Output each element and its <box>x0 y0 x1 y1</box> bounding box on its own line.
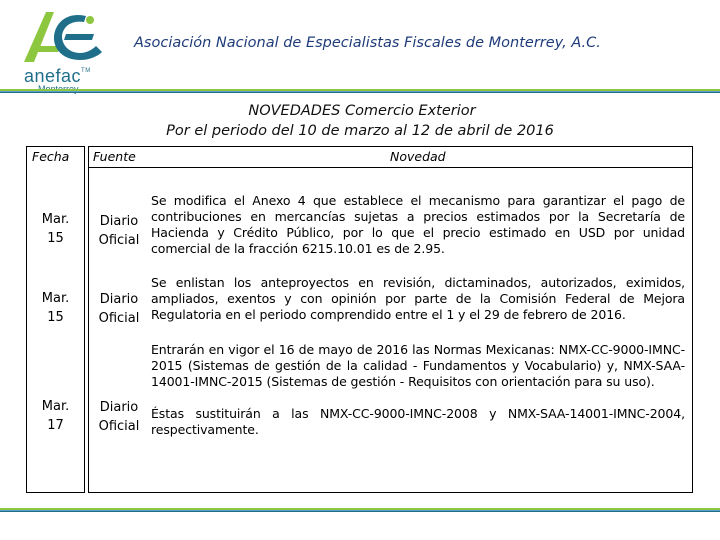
row-3-fecha-day: 17 <box>47 418 64 433</box>
header-row-divider <box>89 167 692 168</box>
row-1-fecha-day: 15 <box>47 231 64 246</box>
row-1-fecha-month: Mar. <box>41 212 70 227</box>
organization-name: Asociación Nacional de Especialistas Fiscales de Monterrey, A.C. <box>134 35 601 51</box>
row-2-fuente <box>89 290 149 328</box>
row-1-fuente-line-1: Diario <box>99 214 139 229</box>
row-1-fuente <box>89 212 149 250</box>
column-header-fecha: Fecha <box>32 149 70 164</box>
column-header-fuente: Fuente <box>93 149 136 164</box>
row-3-novedad <box>151 342 685 438</box>
footer-stripe-blue <box>0 511 720 512</box>
row-3-novedad-text-2: Éstas sustituirán a las NMX-CC-9000-IMNC-2008 y NMX-SAA-14001-IMNC-2004, respectivamente. <box>151 406 685 437</box>
row-1-novedad <box>151 193 685 257</box>
row-2-fecha <box>27 289 84 327</box>
row-3-fuente-line-1: Diario <box>99 400 139 415</box>
header-stripe-blue <box>0 92 720 93</box>
row-2-fuente-line-1: Diario <box>99 292 139 307</box>
row-2-fecha-day: 15 <box>47 310 64 325</box>
ae-logo-icon <box>20 6 106 64</box>
row-3-fecha <box>27 397 84 435</box>
row-1-novedad-text: Se modifica el Anexo 4 que establece el mecanismo para garantizar el pago de contribuciones en mercancías sujetas a precios estimados por la Secretaría de Hacienda y Crédito Público, por lo que el precio estimado en USD por unidad comercial de la fracción 6215.10.01 es de 2.95. <box>151 193 685 256</box>
row-2-fecha-month: Mar. <box>41 291 70 306</box>
row-3-novedad-text-1: Entrarán en vigor el 16 de mayo de 2016 las Normas Mexicanas: NMX-CC-9000-IMNC-2015 (Sistemas de gestión de la calidad - Fundamentos y Vocabulario) y, NMX-SAA-14001-IMNC-2015 (Sistemas de gestión - Requisitos con orientación para su uso). <box>151 342 685 389</box>
anefac-logo <box>14 6 110 92</box>
column-header-novedad: Novedad <box>390 149 446 164</box>
row-2-novedad-text: Se enlistan los anteproyectos en revisión, dictaminados, autorizados, eximidos, ampliados, exentos y con opinión por parte de la Comisión Federal de Mejora Regulatoria en el periodo comprendido entre el 1 y el 29 de febrero de 2016. <box>151 275 685 322</box>
logo-brand-text: anefac™ <box>24 66 91 86</box>
row-1-fuente-line-2: Oficial <box>98 233 140 248</box>
row-3-fuente <box>89 398 149 436</box>
row-2-fuente-line-2: Oficial <box>98 311 140 326</box>
row-2-novedad <box>151 275 685 323</box>
document-title <box>0 101 720 141</box>
row-3-fuente-line-2: Oficial <box>98 419 140 434</box>
title-line-2: Por el periodo del 10 de marzo al 12 de abril de 2016 <box>166 123 554 139</box>
row-3-fecha-month: Mar. <box>41 399 70 414</box>
row-1-fecha <box>27 210 84 248</box>
title-line-1: NOVEDADES Comercio Exterior <box>248 103 476 119</box>
